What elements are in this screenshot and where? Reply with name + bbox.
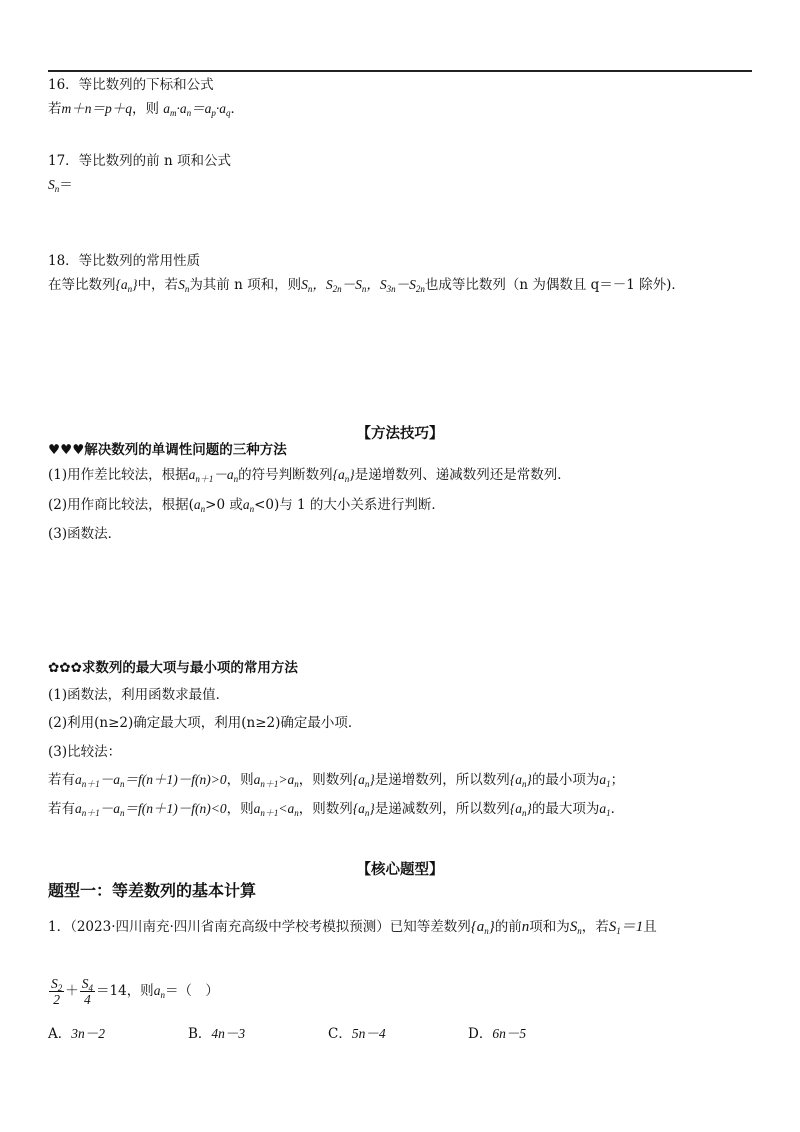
extreme-title: ✿✿✿求数列的最大项与最小项的常用方法 (48, 660, 298, 676)
section-16-formula: 若m＋n＝p＋q，则 $a_m\cdot a_n=a_p\cdot a_q$． (48, 101, 245, 118)
section-18-title: 18．等比数列的常用性质 (48, 253, 201, 269)
option-b[interactable]: B．4n－3 (188, 1026, 246, 1042)
methods-heading: 【方法技巧】 (356, 426, 444, 442)
extreme-method-3: (3)比较法： (48, 744, 122, 760)
section-16-title: 16．等比数列的下标和公式 (48, 77, 214, 93)
core-heading: 【核心题型】 (356, 862, 444, 878)
section-17-title: 17．等比数列的前 n 项和公式 (48, 153, 231, 169)
monotonic-title: ♥♥♥解决数列的单调性问题的三种方法 (48, 442, 287, 458)
option-a[interactable]: A．3n－2 (48, 1026, 105, 1042)
monotonic-method-1: (1)用作差比较法，根据$a_{n+1}-a_n$的符号判断数列$\{a_n\}$是递增数列、递减数列还是常数列． (48, 467, 571, 484)
question-1-condition: $\frac{S_2}{2}$ ＋ $\frac{S_4}{4}$ ＝14，则$a_n=$（ ） (51, 976, 219, 1007)
option-c[interactable]: C．5n－4 (328, 1026, 386, 1042)
question-1-stem: 1．（2023·四川南充·四川省南充高级中学校考模拟预测）已知等差数列$\{a_n\}$的前n项和为$S_n$，若$S_1=1$且 (48, 919, 657, 936)
extreme-compare-increasing: 若有$a_{n+1}-a_n=f(n+1)-f(n)>0$，则$a_{n+1}>a_n$，则数列$\{a_n\}$是递增数列，所以数列$\{a_n\}$的最小项为$a_1$； (48, 772, 625, 789)
extreme-method-2: (2)利用(n≥2)确定最大项，利用(n≥2)确定最小项． (48, 715, 362, 731)
monotonic-method-3: (3)函数法． (48, 526, 122, 542)
type-one-title: 题型一：等差数列的基本计算 (48, 881, 257, 900)
header-rule (48, 70, 752, 72)
extreme-method-1: (1)函数法，利用函数求最值． (48, 687, 230, 703)
monotonic-method-2: (2)用作商比较法，根据($a_n>0$ 或$a_n<0$)与 1 的大小关系进行判断． (48, 497, 445, 514)
section-17-formula: $S_n=$ (48, 177, 73, 194)
extreme-compare-decreasing: 若有$a_{n+1}-a_n=f(n+1)-f(n)<0$，则$a_{n+1}<a_n$，则数列$\{a_n\}$是递减数列，所以数列$\{a_n\}$的最大项为$a_1$． (48, 801, 625, 818)
section-18-text: 在等比数列$\{a_n\}$中，若$S_n$为其前 n 项和，则$S_n$，$S_{2n}-S_n$，$S_{3n}-S_{2n}$也成等比数列（n 为偶数且 q＝－1 除外)． (48, 277, 685, 294)
option-d[interactable]: D．6n－5 (468, 1026, 527, 1042)
